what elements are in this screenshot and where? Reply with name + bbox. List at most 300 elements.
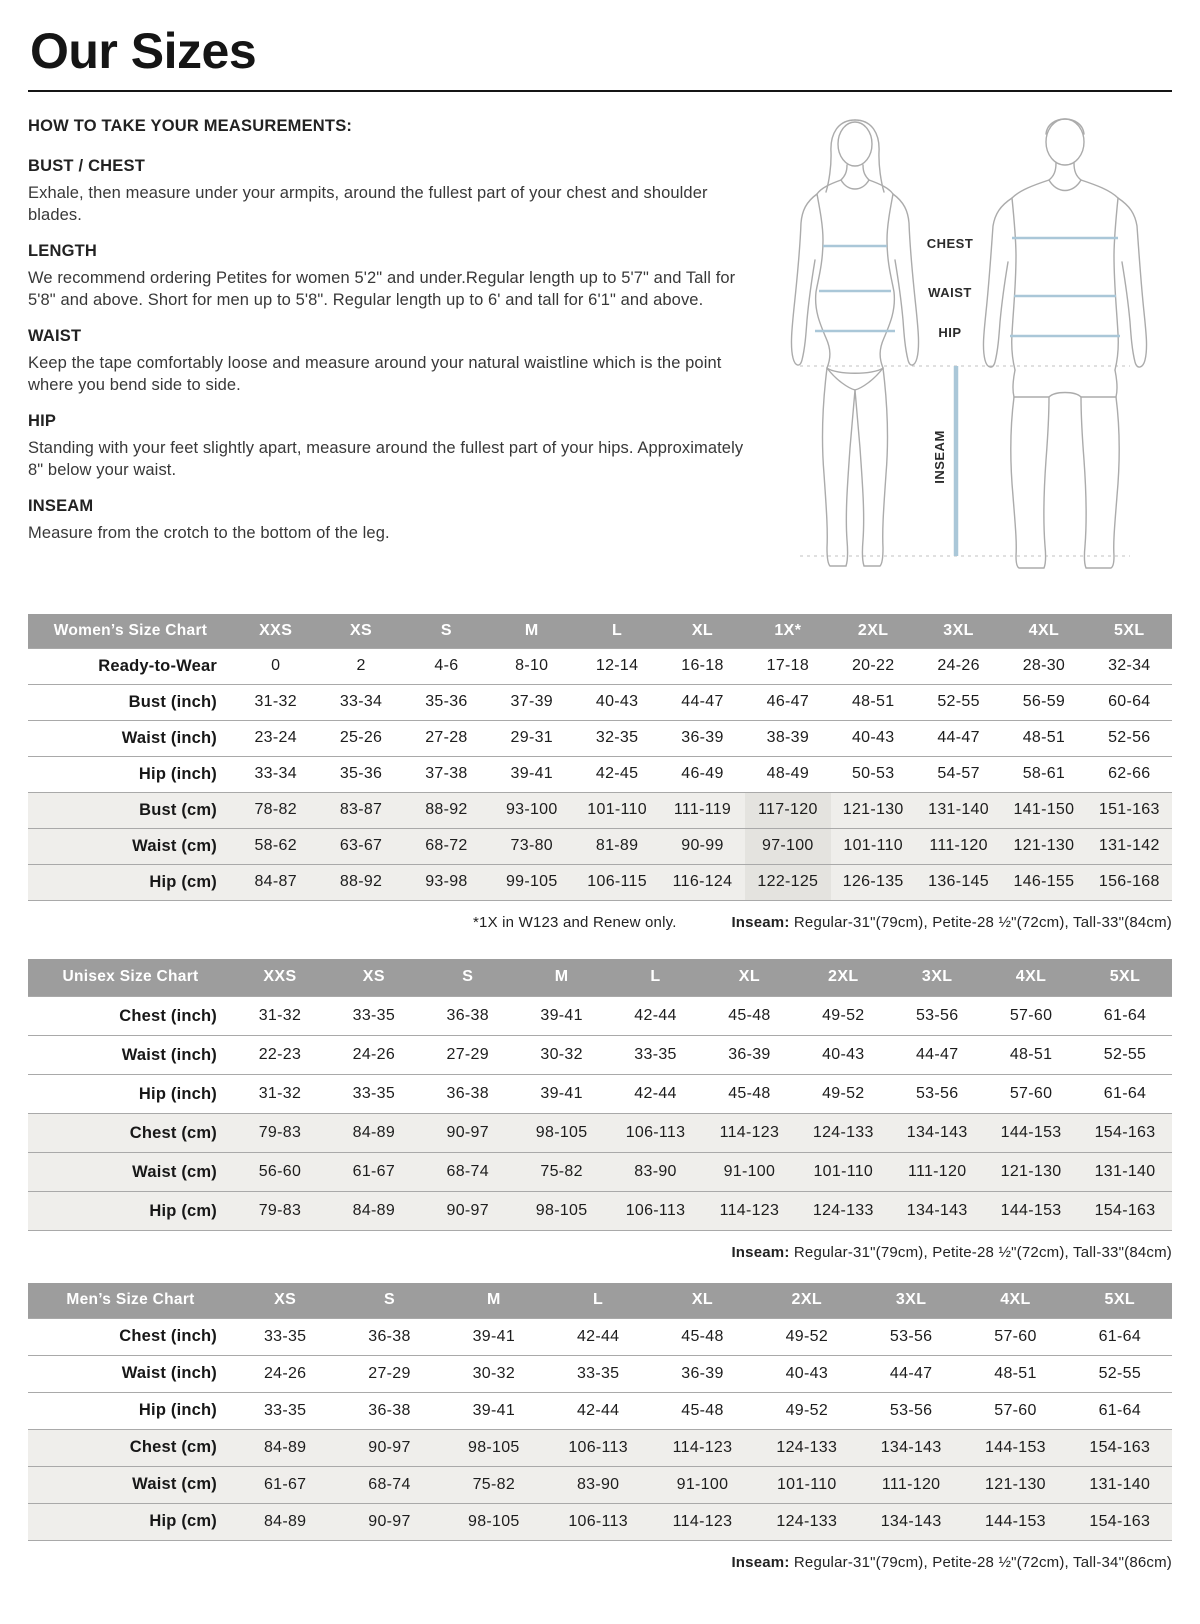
footnote-inseam: Inseam: Regular-31"(79cm), Petite-28 ½"(72cm), Tall-34"(86cm)	[731, 1553, 1172, 1571]
size-column-header: 5XL	[1068, 1283, 1172, 1318]
section-body: Keep the tape comfortably loose and measure around your natural waistline which is the point where you bend side to side.	[28, 353, 722, 395]
size-column-header: 5XL	[1087, 614, 1172, 648]
size-cell: 98-105	[515, 1114, 609, 1153]
size-cell: 37-39	[489, 684, 574, 720]
size-cell: 68-74	[421, 1153, 515, 1192]
size-cell: 88-92	[404, 792, 489, 828]
size-cell: 124-133	[755, 1503, 859, 1540]
size-cell: 17-18	[745, 648, 830, 684]
size-cell: 131-140	[1078, 1153, 1172, 1192]
size-column-header: 3XL	[890, 959, 984, 997]
size-cell: 83-87	[318, 792, 403, 828]
size-cell: 97-100	[745, 828, 830, 864]
size-cell: 33-35	[327, 1075, 421, 1114]
size-cell: 56-60	[233, 1153, 327, 1192]
size-column-header: XL	[650, 1283, 754, 1318]
section-title: LENGTH	[28, 241, 98, 260]
size-cell: 111-119	[660, 792, 745, 828]
size-cell: 93-98	[404, 864, 489, 900]
section-waist	[28, 327, 750, 397]
size-cell: 42-44	[609, 1075, 703, 1114]
footnote-inseam: Inseam: Regular-31"(79cm), Petite-28 ½"(72cm), Tall-33"(84cm)	[731, 1244, 1172, 1261]
size-cell: 33-35	[327, 997, 421, 1036]
size-column-header: XS	[327, 959, 421, 997]
size-cell: 83-90	[609, 1153, 703, 1192]
size-cell: 52-55	[1078, 1036, 1172, 1075]
size-column-header: 3XL	[916, 614, 1001, 648]
size-cell: 42-44	[609, 997, 703, 1036]
size-cell: 98-105	[442, 1429, 546, 1466]
size-cell: 30-32	[515, 1036, 609, 1075]
size-cell: 144-153	[984, 1192, 1078, 1231]
size-cell: 53-56	[890, 1075, 984, 1114]
size-cell: 36-39	[650, 1355, 754, 1392]
size-cell: 45-48	[650, 1318, 754, 1355]
size-cell: 31-32	[233, 997, 327, 1036]
size-cell: 90-99	[660, 828, 745, 864]
size-cell: 62-66	[1087, 756, 1172, 792]
row-label: Hip (cm)	[28, 1192, 233, 1231]
size-cell: 106-113	[546, 1503, 650, 1540]
size-cell: 52-56	[1087, 720, 1172, 756]
body-measurement-illustration	[760, 108, 1180, 578]
size-cell: 114-123	[650, 1429, 754, 1466]
size-cell: 39-41	[515, 1075, 609, 1114]
size-cell: 61-64	[1078, 997, 1172, 1036]
size-column-header: XL	[702, 959, 796, 997]
size-cell: 24-26	[916, 648, 1001, 684]
size-cell: 154-163	[1068, 1503, 1172, 1540]
size-cell: 0	[233, 648, 318, 684]
size-cell: 44-47	[890, 1036, 984, 1075]
size-cell: 116-124	[660, 864, 745, 900]
section-title: BUST / CHEST	[28, 157, 145, 175]
size-cell: 83-90	[546, 1466, 650, 1503]
size-cell: 124-133	[796, 1192, 890, 1231]
size-cell: 46-47	[745, 684, 830, 720]
size-cell: 36-38	[337, 1318, 441, 1355]
size-cell: 53-56	[859, 1392, 963, 1429]
size-cell: 33-34	[318, 684, 403, 720]
size-cell: 134-143	[859, 1503, 963, 1540]
size-cell: 61-64	[1068, 1392, 1172, 1429]
size-column-header: L	[574, 614, 659, 648]
size-cell: 16-18	[660, 648, 745, 684]
size-column-header: XS	[233, 1283, 337, 1318]
size-cell: 101-110	[831, 828, 916, 864]
size-cell: 88-92	[318, 864, 403, 900]
size-column-header: S	[421, 959, 515, 997]
size-column-header: XL	[660, 614, 745, 648]
size-cell: 98-105	[442, 1503, 546, 1540]
size-cell: 146-155	[1001, 864, 1086, 900]
size-cell: 90-97	[337, 1429, 441, 1466]
size-cell: 48-51	[1001, 720, 1086, 756]
size-cell: 42-44	[546, 1392, 650, 1429]
unisex-size-chart-section	[28, 959, 1172, 1262]
size-cell: 32-35	[574, 720, 659, 756]
size-guide-page	[0, 24, 1200, 1571]
inseam-label: INSEAM	[932, 430, 947, 484]
size-cell: 53-56	[859, 1318, 963, 1355]
size-cell: 84-87	[233, 864, 318, 900]
size-cell: 12-14	[574, 648, 659, 684]
size-cell: 61-64	[1068, 1318, 1172, 1355]
table-row	[28, 648, 1172, 684]
size-cell: 57-60	[963, 1392, 1067, 1429]
size-cell: 39-41	[515, 997, 609, 1036]
measurement-intro	[28, 114, 1172, 606]
title-divider	[28, 90, 1172, 92]
section-hip	[28, 412, 750, 482]
table-footnotes	[28, 914, 1172, 931]
size-cell: 27-29	[337, 1355, 441, 1392]
size-cell: 49-52	[796, 997, 890, 1036]
size-cell: 49-52	[755, 1318, 859, 1355]
size-cell: 57-60	[984, 997, 1078, 1036]
unisex-size-table	[28, 959, 1172, 1232]
table-row	[28, 684, 1172, 720]
table-row	[28, 1355, 1172, 1392]
size-cell: 49-52	[755, 1392, 859, 1429]
size-column-header: 4XL	[963, 1283, 1067, 1318]
size-cell: 68-72	[404, 828, 489, 864]
table-title: Unisex Size Chart	[28, 959, 233, 997]
table-row	[28, 756, 1172, 792]
size-cell: 144-153	[963, 1503, 1067, 1540]
size-cell: 33-35	[233, 1318, 337, 1355]
size-cell: 24-26	[327, 1036, 421, 1075]
row-label: Bust (inch)	[28, 684, 233, 720]
size-cell: 60-64	[1087, 684, 1172, 720]
size-cell: 131-140	[916, 792, 1001, 828]
table-title: Women’s Size Chart	[28, 614, 233, 648]
size-cell: 154-163	[1078, 1114, 1172, 1153]
size-cell: 40-43	[831, 720, 916, 756]
size-cell: 45-48	[702, 1075, 796, 1114]
size-cell: 114-123	[702, 1192, 796, 1231]
size-column-header: 2XL	[831, 614, 916, 648]
size-cell: 154-163	[1078, 1192, 1172, 1231]
size-cell: 56-59	[1001, 684, 1086, 720]
size-column-header: M	[515, 959, 609, 997]
size-cell: 124-133	[755, 1429, 859, 1466]
size-column-header: XXS	[233, 614, 318, 648]
size-cell: 23-24	[233, 720, 318, 756]
instructions-heading: HOW TO TAKE YOUR MEASUREMENTS:	[28, 117, 353, 135]
row-label: Chest (cm)	[28, 1114, 233, 1153]
size-cell: 75-82	[442, 1466, 546, 1503]
size-cell: 49-52	[796, 1075, 890, 1114]
female-figure-outline	[791, 120, 918, 566]
size-cell: 61-67	[327, 1153, 421, 1192]
size-cell: 84-89	[327, 1192, 421, 1231]
size-cell: 30-32	[442, 1355, 546, 1392]
section-bust-chest	[28, 157, 750, 227]
section-body: Measure from the crotch to the bottom of the leg.	[28, 523, 390, 542]
size-cell: 58-61	[1001, 756, 1086, 792]
size-cell: 90-97	[337, 1503, 441, 1540]
size-column-header: 2XL	[755, 1283, 859, 1318]
size-cell: 48-49	[745, 756, 830, 792]
size-cell: 54-57	[916, 756, 1001, 792]
size-cell: 151-163	[1087, 792, 1172, 828]
size-cell: 44-47	[660, 684, 745, 720]
size-cell: 134-143	[890, 1192, 984, 1231]
size-cell: 122-125	[745, 864, 830, 900]
size-column-header: 4XL	[984, 959, 1078, 997]
size-cell: 126-135	[831, 864, 916, 900]
size-cell: 99-105	[489, 864, 574, 900]
row-label: Hip (inch)	[28, 1392, 233, 1429]
row-label: Waist (inch)	[28, 1355, 233, 1392]
size-cell: 42-45	[574, 756, 659, 792]
size-cell: 141-150	[1001, 792, 1086, 828]
size-cell: 98-105	[515, 1192, 609, 1231]
size-cell: 134-143	[859, 1429, 963, 1466]
size-cell: 93-100	[489, 792, 574, 828]
size-cell: 121-130	[1001, 828, 1086, 864]
table-row	[28, 864, 1172, 900]
size-cell: 90-97	[421, 1192, 515, 1231]
size-cell: 40-43	[755, 1355, 859, 1392]
row-label: Waist (inch)	[28, 1036, 233, 1075]
size-cell: 29-31	[489, 720, 574, 756]
size-cell: 33-35	[546, 1355, 650, 1392]
table-footnotes	[28, 1244, 1172, 1261]
row-label: Hip (cm)	[28, 1503, 233, 1540]
size-cell: 117-120	[745, 792, 830, 828]
size-cell: 79-83	[233, 1192, 327, 1231]
size-cell: 68-74	[337, 1466, 441, 1503]
size-cell: 101-110	[574, 792, 659, 828]
size-cell: 24-26	[233, 1355, 337, 1392]
size-cell: 61-67	[233, 1466, 337, 1503]
size-cell: 90-97	[421, 1114, 515, 1153]
size-cell: 111-120	[890, 1153, 984, 1192]
women-size-table	[28, 614, 1172, 901]
size-cell: 144-153	[984, 1114, 1078, 1153]
section-title: WAIST	[28, 326, 82, 345]
size-cell: 39-41	[442, 1318, 546, 1355]
size-cell: 36-39	[660, 720, 745, 756]
size-cell: 154-163	[1068, 1429, 1172, 1466]
table-header-row	[28, 1283, 1172, 1318]
mens-size-chart-section	[28, 1283, 1172, 1571]
section-title: HIP	[28, 411, 57, 430]
table-footnotes	[28, 1554, 1172, 1571]
size-column-header: S	[404, 614, 489, 648]
men-size-table	[28, 1283, 1172, 1541]
size-cell: 33-34	[233, 756, 318, 792]
chest-label: CHEST	[926, 236, 974, 251]
size-column-header: L	[609, 959, 703, 997]
size-cell: 114-123	[702, 1114, 796, 1153]
size-cell: 36-38	[421, 997, 515, 1036]
size-cell: 40-43	[796, 1036, 890, 1075]
size-cell: 22-23	[233, 1036, 327, 1075]
size-cell: 79-83	[233, 1114, 327, 1153]
size-cell: 84-89	[327, 1114, 421, 1153]
table-title: Men’s Size Chart	[28, 1283, 233, 1318]
size-cell: 156-168	[1087, 864, 1172, 900]
size-cell: 52-55	[916, 684, 1001, 720]
size-column-header: 1X*	[745, 614, 830, 648]
size-cell: 58-62	[233, 828, 318, 864]
size-cell: 27-29	[421, 1036, 515, 1075]
instructions-column	[28, 114, 750, 606]
size-cell: 45-48	[650, 1392, 754, 1429]
size-cell: 50-53	[831, 756, 916, 792]
table-row	[28, 997, 1172, 1036]
size-column-header: M	[489, 614, 574, 648]
size-cell: 131-140	[1068, 1466, 1172, 1503]
size-cell: 2	[318, 648, 403, 684]
size-cell: 75-82	[515, 1153, 609, 1192]
size-cell: 36-38	[337, 1392, 441, 1429]
size-column-header: M	[442, 1283, 546, 1318]
row-label: Hip (inch)	[28, 756, 233, 792]
row-label: Ready-to-Wear	[28, 648, 233, 684]
size-cell: 48-51	[984, 1036, 1078, 1075]
size-cell: 53-56	[890, 997, 984, 1036]
size-cell: 32-34	[1087, 648, 1172, 684]
size-cell: 106-113	[609, 1114, 703, 1153]
size-cell: 44-47	[859, 1355, 963, 1392]
size-cell: 35-36	[404, 684, 489, 720]
size-column-header: 4XL	[1001, 614, 1086, 648]
size-cell: 121-130	[831, 792, 916, 828]
size-cell: 57-60	[984, 1075, 1078, 1114]
waist-label: WAIST	[928, 285, 972, 300]
table-header-row	[28, 959, 1172, 997]
row-label: Hip (inch)	[28, 1075, 233, 1114]
size-cell: 52-55	[1068, 1355, 1172, 1392]
womens-size-chart-section	[28, 614, 1172, 931]
size-cell: 61-64	[1078, 1075, 1172, 1114]
size-cell: 91-100	[650, 1466, 754, 1503]
size-cell: 33-35	[233, 1392, 337, 1429]
size-column-header: 2XL	[796, 959, 890, 997]
table-row	[28, 1429, 1172, 1466]
row-label: Chest (inch)	[28, 1318, 233, 1355]
table-row	[28, 1466, 1172, 1503]
size-cell: 20-22	[831, 648, 916, 684]
size-cell: 111-120	[916, 828, 1001, 864]
size-cell: 33-35	[609, 1036, 703, 1075]
size-column-header: 5XL	[1078, 959, 1172, 997]
footnote-1x: *1X in W123 and Renew only.	[473, 913, 677, 931]
size-cell: 45-48	[702, 997, 796, 1036]
size-cell: 121-130	[963, 1466, 1067, 1503]
size-cell: 39-41	[489, 756, 574, 792]
size-column-header: XS	[318, 614, 403, 648]
size-cell: 124-133	[796, 1114, 890, 1153]
size-cell: 35-36	[318, 756, 403, 792]
size-cell: 31-32	[233, 684, 318, 720]
size-cell: 48-51	[831, 684, 916, 720]
size-column-header: L	[546, 1283, 650, 1318]
size-cell: 37-38	[404, 756, 489, 792]
size-cell: 36-39	[702, 1036, 796, 1075]
section-title: INSEAM	[28, 496, 94, 515]
section-length	[28, 242, 750, 312]
hip-label: HIP	[938, 325, 962, 340]
table-row	[28, 828, 1172, 864]
section-body: Exhale, then measure under your armpits, around the fullest part of your chest and shoulder blades.	[28, 184, 708, 225]
table-row	[28, 1075, 1172, 1114]
section-inseam	[28, 497, 750, 544]
size-cell: 106-113	[546, 1429, 650, 1466]
size-cell: 106-113	[609, 1192, 703, 1231]
size-cell: 28-30	[1001, 648, 1086, 684]
size-cell: 101-110	[796, 1153, 890, 1192]
size-cell: 131-142	[1087, 828, 1172, 864]
section-body: We recommend ordering Petites for women 5'2" and under.Regular length up to 5'7" and Tall for 5'8" and above. Short for men up to 5'8". Regular length up to 6' and tall for 6'1" and above.	[28, 268, 736, 310]
size-cell: 27-28	[404, 720, 489, 756]
size-cell: 144-153	[963, 1429, 1067, 1466]
size-cell: 84-89	[233, 1429, 337, 1466]
size-cell: 114-123	[650, 1503, 754, 1540]
size-cell: 81-89	[574, 828, 659, 864]
table-header-row	[28, 614, 1172, 648]
size-cell: 101-110	[755, 1466, 859, 1503]
size-cell: 48-51	[963, 1355, 1067, 1392]
table-row	[28, 1503, 1172, 1540]
size-cell: 25-26	[318, 720, 403, 756]
table-row	[28, 1392, 1172, 1429]
size-cell: 40-43	[574, 684, 659, 720]
row-label: Waist (inch)	[28, 720, 233, 756]
row-label: Chest (cm)	[28, 1429, 233, 1466]
size-cell: 106-115	[574, 864, 659, 900]
table-row	[28, 1192, 1172, 1231]
size-cell: 42-44	[546, 1318, 650, 1355]
footnote-inseam: Inseam: Regular-31"(79cm), Petite-28 ½"(72cm), Tall-33"(84cm)	[731, 913, 1172, 931]
size-cell: 63-67	[318, 828, 403, 864]
table-row	[28, 1318, 1172, 1355]
size-cell: 73-80	[489, 828, 574, 864]
size-column-header: XXS	[233, 959, 327, 997]
row-label: Chest (inch)	[28, 997, 233, 1036]
size-cell: 8-10	[489, 648, 574, 684]
row-label: Hip (cm)	[28, 864, 233, 900]
size-cell: 78-82	[233, 792, 318, 828]
size-cell: 136-145	[916, 864, 1001, 900]
page-title: Our Sizes	[30, 23, 257, 79]
size-cell: 36-38	[421, 1075, 515, 1114]
row-label: Waist (cm)	[28, 828, 233, 864]
size-cell: 38-39	[745, 720, 830, 756]
size-cell: 111-120	[859, 1466, 963, 1503]
size-cell: 121-130	[984, 1153, 1078, 1192]
size-cell: 46-49	[660, 756, 745, 792]
row-label: Waist (cm)	[28, 1153, 233, 1192]
section-body: Standing with your feet slightly apart, measure around the fullest part of your hips. Approximately 8" below your waist.	[28, 438, 744, 480]
size-cell: 57-60	[963, 1318, 1067, 1355]
size-cell: 91-100	[702, 1153, 796, 1192]
table-row	[28, 1153, 1172, 1192]
measurement-diagram	[750, 114, 1172, 606]
table-row	[28, 1036, 1172, 1075]
size-cell: 31-32	[233, 1075, 327, 1114]
male-figure-outline	[983, 119, 1146, 568]
size-cell: 39-41	[442, 1392, 546, 1429]
size-cell: 44-47	[916, 720, 1001, 756]
row-label: Bust (cm)	[28, 792, 233, 828]
row-label: Waist (cm)	[28, 1466, 233, 1503]
size-cell: 84-89	[233, 1503, 337, 1540]
